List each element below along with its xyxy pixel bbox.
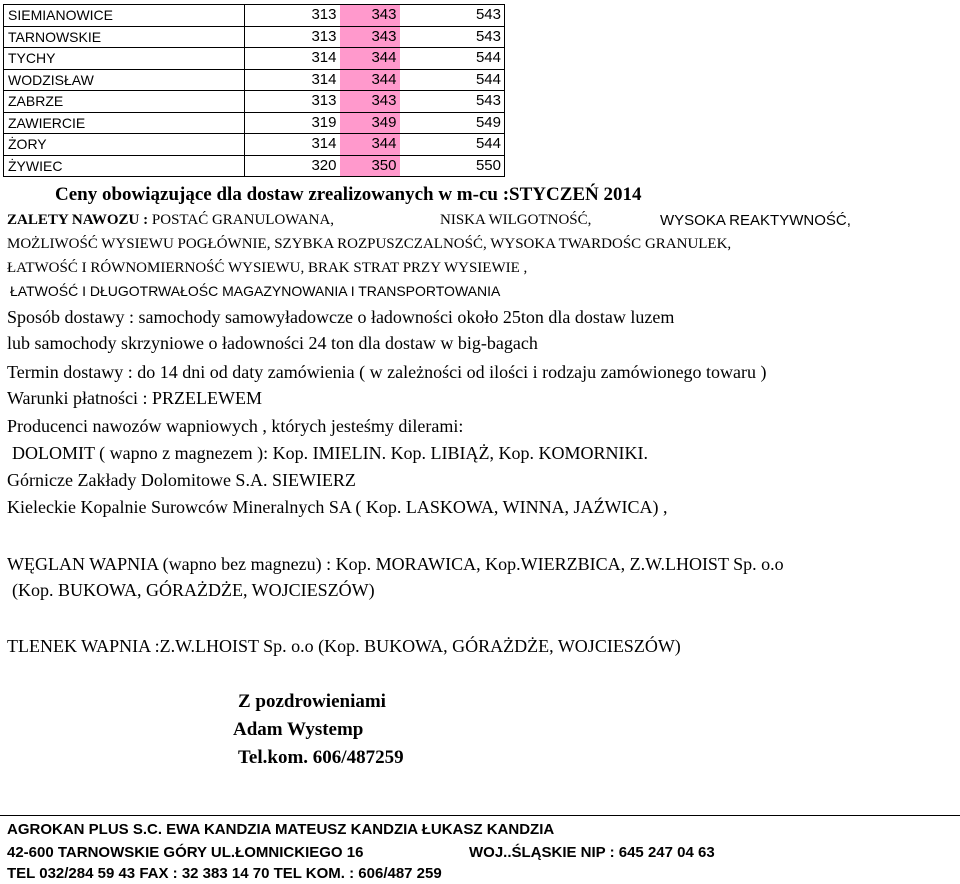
payment-terms: Warunki płatności : PRZELEWEM: [7, 388, 263, 408]
table-row: [4, 134, 505, 156]
table-row: [4, 91, 505, 113]
producer-weglan-line-2: (Kop. BUKOWA, GÓRAŻDŻE, WOJCIESZÓW): [12, 580, 375, 600]
footer-contacts: TEL 032/284 59 43 FAX : 32 383 14 70 TEL KOM. : 606/487 259: [7, 865, 442, 882]
advantages-label: ZALETY NAWOZU :: [7, 212, 149, 228]
advantage-granulated: POSTAĆ GRANULOWANA,: [151, 212, 335, 228]
table-row: [4, 5, 505, 27]
price-cell: 313: [245, 5, 340, 27]
delivery-method-line-1: Sposób dostawy : samochody samowyładowcze o ładowności około 25ton dla dostaw luzem: [7, 307, 675, 327]
price-cell: 549: [400, 112, 505, 134]
price-cell: 543: [400, 5, 505, 27]
price-cell: 314: [245, 48, 340, 70]
city-name: TARNOWSKIE: [4, 26, 245, 48]
city-name: ZABRZE: [4, 91, 245, 113]
table-row: [4, 112, 505, 134]
city-name: SIEMIANOWICE: [4, 5, 245, 27]
price-cell: 314: [245, 69, 340, 91]
delivery-time: Termin dostawy : do 14 dni od daty zamówienia ( w zależności od ilości i rodzaju zamówionego towaru ): [7, 362, 767, 382]
city-name: ZAWIERCIE: [4, 112, 245, 134]
price-table-body: [4, 5, 505, 177]
producers-intro: Producenci nawozów wapniowych , których jesteśmy dilerami:: [7, 416, 464, 436]
advantages-line-1: [7, 212, 334, 229]
table-row: [4, 48, 505, 70]
delivery-method-line-2: lub samochody skrzyniowe o ładowności 24 ton dla dostaw w big-bagach: [7, 333, 538, 353]
price-cell: 313: [245, 26, 340, 48]
price-cell: 544: [400, 69, 505, 91]
footer-divider: [0, 815, 960, 816]
price-cell: 314: [245, 134, 340, 156]
city-name: TYCHY: [4, 48, 245, 70]
signature-name: Adam Wystemp: [233, 719, 364, 740]
city-name: ŻYWIEC: [4, 155, 245, 177]
producer-weglan-line-1: WĘGLAN WAPNIA (wapno bez magnezu) : Kop. MORAWICA, Kop.WIERZBICA, Z.W.LHOIST Sp. o.o: [7, 554, 784, 574]
price-cell-highlighted: 343: [340, 5, 400, 27]
signature-phone: Tel.kom. 606/487259: [238, 747, 404, 768]
table-row: [4, 155, 505, 177]
advantages-line-3: ŁATWOŚĆ I RÓWNOMIERNOŚĆ WYSIEWU, BRAK STRAT PRZY WYSIEWIE ,: [7, 260, 528, 276]
producer-gzd: Górnicze Zakłady Dolomitowe S.A. SIEWIERZ: [7, 470, 356, 490]
producer-tlenek: TLENEK WAPNIA :Z.W.LHOIST Sp. o.o (Kop. BUKOWA, GÓRAŻDŻE, WOJCIESZÓW): [7, 636, 681, 656]
table-row: [4, 26, 505, 48]
footer-region-nip: WOJ..ŚLĄSKIE NIP : 645 247 04 63: [469, 844, 715, 861]
price-cell: 319: [245, 112, 340, 134]
price-cell-highlighted: 344: [340, 69, 400, 91]
price-cell-highlighted: 343: [340, 91, 400, 113]
price-cell: 544: [400, 134, 505, 156]
city-name: ŻORY: [4, 134, 245, 156]
price-cell-highlighted: 344: [340, 48, 400, 70]
advantage-low-humidity: NISKA WILGOTNOŚĆ,: [440, 212, 592, 228]
price-cell: 320: [245, 155, 340, 177]
price-table: [3, 4, 505, 177]
price-cell: 550: [400, 155, 505, 177]
price-cell: 543: [400, 91, 505, 113]
price-cell-highlighted: 350: [340, 155, 400, 177]
price-cell-highlighted: 349: [340, 112, 400, 134]
price-cell: 543: [400, 26, 505, 48]
producer-kkpsm: Kieleckie Kopalnie Surowców Mineralnych SA ( Kop. LASKOWA, WINNA, JAŹWICA) ,: [7, 497, 668, 517]
city-name: WODZISŁAW: [4, 69, 245, 91]
price-cell: 544: [400, 48, 505, 70]
producer-dolomit: DOLOMIT ( wapno z magnezem ): Kop. IMIELIN. Kop. LIBIĄŻ, Kop. KOMORNIKI.: [12, 443, 649, 463]
price-cell: 313: [245, 91, 340, 113]
advantage-high-reactivity: WYSOKA REAKTYWNOŚĆ,: [660, 212, 851, 229]
price-cell-highlighted: 343: [340, 26, 400, 48]
footer-company: AGROKAN PLUS S.C. EWA KANDZIA MATEUSZ KANDZIA ŁUKASZ KANDZIA: [7, 821, 555, 838]
advantages-line-4: ŁATWOŚĆ I DŁUGOTRWAŁOŚC MAGAZYNOWANIA I TRANSPORTOWANIA: [10, 283, 501, 299]
price-cell-highlighted: 344: [340, 134, 400, 156]
price-validity-heading: Ceny obowiązujące dla dostaw zrealizowanych w m-cu :STYCZEŃ 2014: [55, 184, 642, 205]
table-row: [4, 69, 505, 91]
footer-address: 42-600 TARNOWSKIE GÓRY UL.ŁOMNICKIEGO 16: [7, 844, 364, 861]
signature-greeting: Z pozdrowieniami: [238, 691, 386, 712]
advantages-line-2: MOŻLIWOŚĆ WYSIEWU POGŁÓWNIE, SZYBKA ROZPUSZCZALNOŚĆ, WYSOKA TWARDOŚC GRANULEK,: [7, 236, 732, 252]
